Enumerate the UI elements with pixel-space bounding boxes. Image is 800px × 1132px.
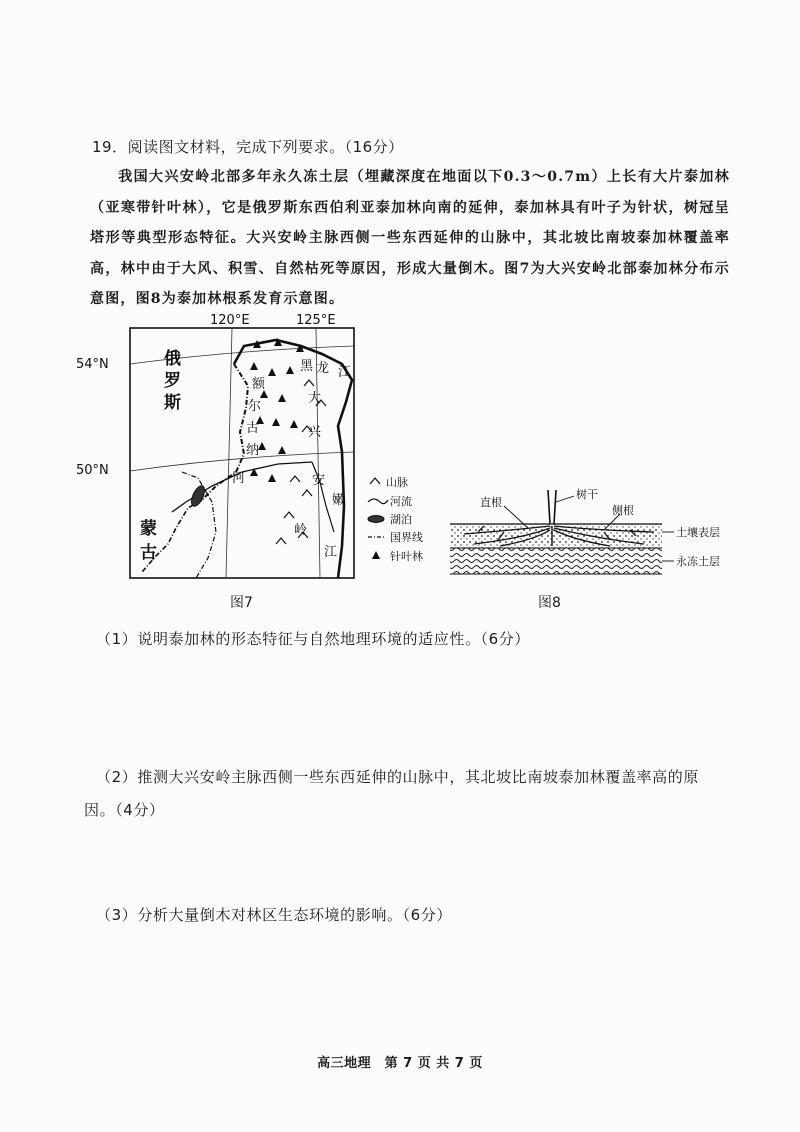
label-an: 安 <box>312 473 326 488</box>
lat-label-50: 50°N <box>76 463 109 478</box>
label-russia-3: 斯 <box>164 393 181 413</box>
sub-question-1: （1）说明泰加林的形态特征与自然地理环境的适应性。（6分） <box>96 630 530 648</box>
label-jiang1: 江 <box>338 365 352 380</box>
mountain-icon <box>370 478 380 484</box>
label-na: 纳 <box>246 443 260 458</box>
label-trunk: 树干 <box>576 488 598 501</box>
legend-label-river: 河流 <box>390 495 412 508</box>
legend-label-border: 国界线 <box>390 531 423 544</box>
label-permafrost: 永冻土层 <box>676 555 720 568</box>
permafrost-layer <box>450 548 662 574</box>
sub-question-2-line-1: （2）推测大兴安岭主脉西侧一些东西延伸的山脉中，其北坡比南坡泰加林覆盖率高的原 <box>96 768 699 786</box>
label-mongolia-2: 古 <box>140 543 157 563</box>
lake-icon <box>368 516 384 523</box>
label-mongolia-1: 蒙 <box>140 519 157 539</box>
sub-question-2-line-2: 因。（4分） <box>84 801 165 819</box>
label-gu: 古 <box>246 421 260 436</box>
conifer-icon <box>372 551 380 559</box>
label-xing: 兴 <box>308 425 322 440</box>
sub-question-3: （3）分析大量倒木对林区生态环境的影响。（6分） <box>96 906 452 924</box>
question-intro <box>90 162 730 315</box>
river-icon <box>368 499 388 504</box>
label-r: 尔 <box>248 399 262 414</box>
label-russia-1: 俄 <box>164 349 181 369</box>
label-ling: 岭 <box>294 523 308 538</box>
legend-label-mountain: 山脉 <box>386 476 408 489</box>
label-lateral-root: 侧根 <box>612 504 634 517</box>
map-legend <box>368 476 423 563</box>
label-he: 河 <box>232 471 246 486</box>
parallel-50 <box>130 452 354 471</box>
tree-trunk <box>548 490 556 524</box>
meridian-120 <box>226 328 232 578</box>
intro-text: 我国大兴安岭北部多年永久冻土层（埋藏深度在地面以下0.3～0.7m）上长有大片泰加林（亚寒带针叶林），它是俄罗斯东西伯利亚泰加林向南的延伸，泰加林具有叶子为针状，树冠呈塔形等典型形态特征。大兴安岭主脉西侧一些东西延伸的山脉中，其北坡比南坡泰加林覆盖率高，林中由于大风、积雪、自然枯死等原因，形成大量倒木。图7为大兴安岭北部泰加林分布示意图，图8为泰加林根系发育示意图。 <box>90 169 730 307</box>
label-da: 大 <box>308 391 322 406</box>
legend-label-lake: 湖泊 <box>390 513 412 526</box>
hulun-lake <box>189 484 207 508</box>
label-e: 额 <box>252 377 266 392</box>
label-jiang2: 江 <box>324 545 338 560</box>
question-header: 19．阅读图文材料，完成下列要求。（16分） <box>92 138 404 156</box>
heilongjiang-river <box>234 340 352 578</box>
figure-7-caption: 图7 <box>230 595 253 611</box>
label-long: 龙 <box>316 361 330 376</box>
label-taproot: 直根 <box>480 496 502 509</box>
lon-label-125: 125°E <box>296 313 336 328</box>
page-footer: 高三地理 第 7 页 共 7 页 <box>317 1056 483 1071</box>
label-topsoil: 土壤表层 <box>676 526 720 539</box>
label-hei: 黑 <box>300 359 314 374</box>
figure-7-map <box>76 306 436 586</box>
lon-label-120: 120°E <box>210 313 250 328</box>
lat-label-54: 54°N <box>76 357 109 372</box>
figure-8-caption: 图8 <box>538 595 561 611</box>
figure-8-root-diagram <box>444 486 728 586</box>
legend-label-conifer: 针叶林 <box>390 550 423 563</box>
label-russia-2: 罗 <box>164 371 181 391</box>
label-nen: 嫩 <box>332 493 346 508</box>
